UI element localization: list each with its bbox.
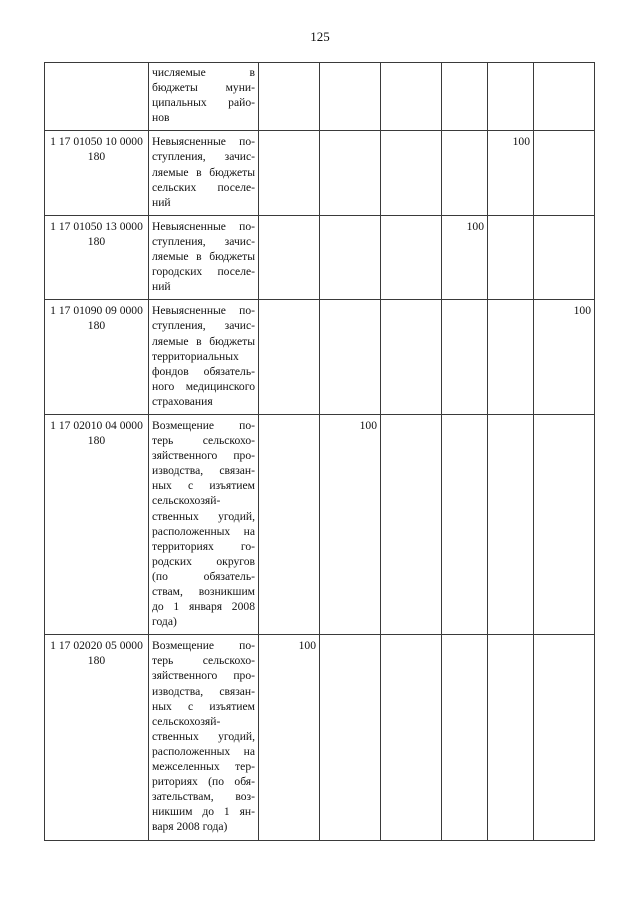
budget-code-cell: 1 17 01050 13 0000 180 xyxy=(45,215,149,299)
value-cell xyxy=(320,215,381,299)
table-row xyxy=(45,635,595,840)
description-line: терь сельскохо- xyxy=(152,654,255,668)
value-cell xyxy=(488,215,534,299)
value-cell xyxy=(442,635,488,840)
description-line: ципальных райо- xyxy=(152,96,255,110)
value-cell xyxy=(534,635,595,840)
value-cell xyxy=(381,131,442,215)
description-line: ных с изъятием xyxy=(152,699,255,713)
value-cell xyxy=(381,63,442,131)
value-cell xyxy=(534,215,595,299)
description-line: Возмещение по- xyxy=(152,418,255,432)
description-line: изводства, связан- xyxy=(152,464,255,478)
description-line: территориях го- xyxy=(152,539,255,553)
description-line: Возмещение по- xyxy=(152,639,255,653)
budget-table xyxy=(44,62,595,841)
value-cell xyxy=(442,131,488,215)
description-line: сельскохозяй- xyxy=(152,714,221,728)
value-cell: 100 xyxy=(442,215,488,299)
description-line: ний xyxy=(152,195,171,209)
description-line: изводства, связан- xyxy=(152,684,255,698)
description-cell xyxy=(149,300,259,415)
description-line: ственных угодий, xyxy=(152,729,255,743)
value-cell xyxy=(320,63,381,131)
description-line: межселенных тер- xyxy=(152,760,255,774)
value-cell xyxy=(381,414,442,634)
budget-code-cell: 1 17 01050 10 0000 180 xyxy=(45,131,149,215)
description-line: фондов обязатель- xyxy=(152,364,255,378)
description-line: ний xyxy=(152,280,171,294)
value-cell xyxy=(488,414,534,634)
description-line: числяемые в xyxy=(152,66,255,79)
description-line: ляемые в бюджеты xyxy=(152,250,255,264)
description-line: варя 2008 года) xyxy=(152,820,228,834)
table-row xyxy=(45,414,595,634)
description-cell xyxy=(149,215,259,299)
value-cell: 100 xyxy=(259,635,320,840)
description-line: расположенных на xyxy=(152,524,255,538)
description-cell xyxy=(149,635,259,840)
value-cell xyxy=(259,63,320,131)
value-cell xyxy=(534,131,595,215)
table-row xyxy=(45,63,595,131)
value-cell xyxy=(381,635,442,840)
description-line: страхования xyxy=(152,394,213,408)
description-line: расположенных на xyxy=(152,744,255,758)
description-line: ствам, возникшим xyxy=(152,585,255,598)
value-cell xyxy=(259,300,320,415)
description-line: (по обязатель- xyxy=(152,569,255,583)
value-cell xyxy=(320,131,381,215)
description-line: ляемые в бюджеты xyxy=(152,165,255,179)
description-line: зяйственного про- xyxy=(152,449,255,463)
value-cell xyxy=(320,300,381,415)
table-row xyxy=(45,215,595,299)
value-cell xyxy=(259,414,320,634)
table-row xyxy=(45,131,595,215)
description-line: зательствам, воз- xyxy=(152,790,255,804)
description-line: Невыясненные по- xyxy=(152,304,255,318)
description-line: городских поселе- xyxy=(152,265,255,279)
table-row xyxy=(45,300,595,415)
description-line: ступления, зачис- xyxy=(152,234,255,248)
page-number: 125 xyxy=(310,29,330,44)
value-cell xyxy=(442,63,488,131)
value-cell xyxy=(442,414,488,634)
description-line: Невыясненные по- xyxy=(152,135,255,149)
value-cell xyxy=(488,300,534,415)
description-line: ляемые в бюджеты xyxy=(152,334,255,348)
description-line: Невыясненные по- xyxy=(152,219,255,233)
budget-code-cell: 1 17 02010 04 0000 180 xyxy=(45,414,149,634)
description-line: никшим до 1 ян- xyxy=(152,805,255,819)
value-cell xyxy=(442,300,488,415)
description-line: до 1 января 2008 xyxy=(152,600,255,614)
description-line: ных с изъятием xyxy=(152,479,255,493)
description-cell xyxy=(149,414,259,634)
budget-code-cell xyxy=(45,63,149,131)
description-line: года) xyxy=(152,615,177,629)
description-line: сельских поселе- xyxy=(152,180,255,194)
value-cell: 100 xyxy=(534,300,595,415)
budget-code-cell: 1 17 01090 09 0000 180 xyxy=(45,300,149,415)
description-line: ступления, зачис- xyxy=(152,150,255,164)
description-line: ственных угодий, xyxy=(152,509,255,523)
value-cell xyxy=(381,215,442,299)
description-line: сельскохозяй- xyxy=(152,494,221,508)
value-cell xyxy=(381,300,442,415)
value-cell xyxy=(534,414,595,634)
description-line: риториях (по обя- xyxy=(152,775,255,789)
value-cell xyxy=(488,635,534,840)
description-line: бюджеты муни- xyxy=(152,81,255,95)
description-line: ного медицинского xyxy=(152,379,255,393)
budget-code-cell: 1 17 02020 05 0000 180 xyxy=(45,635,149,840)
value-cell: 100 xyxy=(320,414,381,634)
description-line: терь сельскохо- xyxy=(152,434,255,448)
value-cell: 100 xyxy=(488,131,534,215)
description-line: территориальных xyxy=(152,349,239,363)
value-cell xyxy=(259,215,320,299)
value-cell xyxy=(259,131,320,215)
value-cell xyxy=(534,63,595,131)
description-line: зяйственного про- xyxy=(152,669,255,683)
description-cell xyxy=(149,131,259,215)
description-line: ступления, зачис- xyxy=(152,319,255,333)
value-cell xyxy=(320,635,381,840)
value-cell xyxy=(488,63,534,131)
description-cell xyxy=(149,63,259,131)
description-line: родских округов xyxy=(152,554,255,568)
description-line: нов xyxy=(152,111,170,125)
